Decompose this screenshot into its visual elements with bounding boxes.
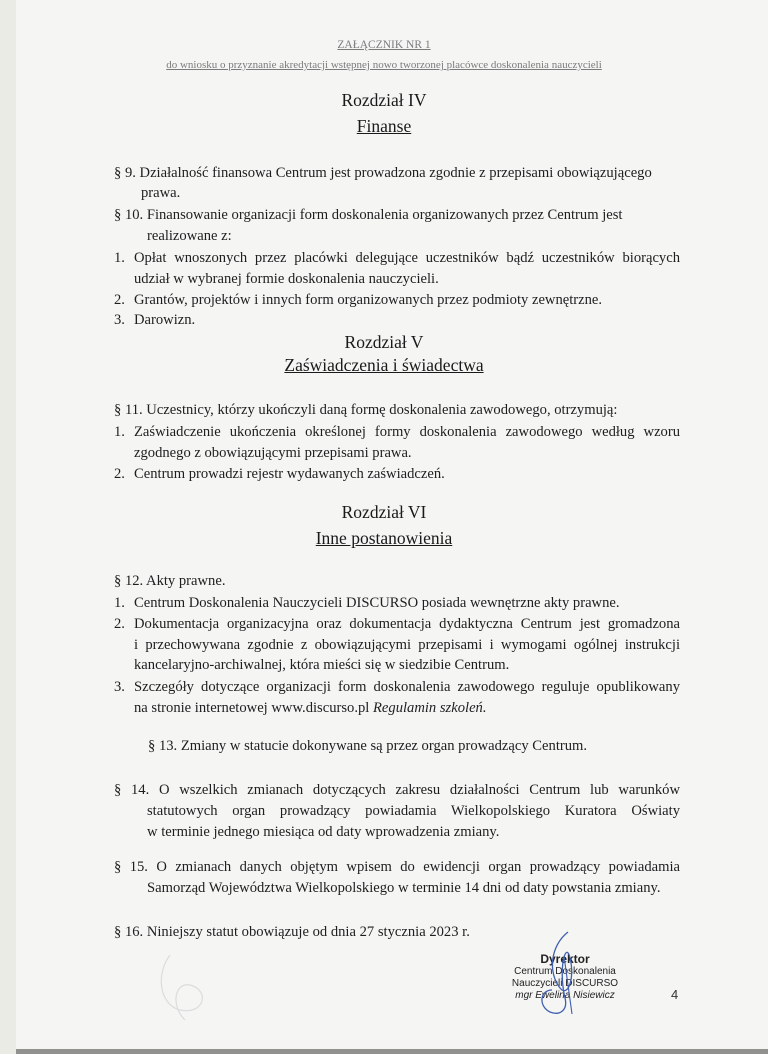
annex-label: ZAŁĄCZNIK NR 1 bbox=[337, 39, 431, 51]
scan-edge-left bbox=[0, 0, 16, 1054]
list-item-line: i przechowywana zgodnie z obowiązującymi przepisami i wymogami ogólnej instrukcji bbox=[134, 637, 680, 653]
chapter-6-title: Inne postanowienia bbox=[315, 528, 453, 548]
list-number: 3. bbox=[114, 679, 125, 695]
paragraph-10-line2: realizowane z: bbox=[147, 228, 232, 244]
paragraph-15-line1: § 15. O zmianach danych objętym wpisem do ewidencji organ prowadzący powiadamia bbox=[114, 859, 680, 875]
list-item-line: Darowizn. bbox=[134, 312, 196, 328]
list-item-line: Dokumentacja organizacyjna oraz dokumentacja dydaktyczna Centrum jest gromadzona bbox=[134, 616, 680, 632]
list-item-line: zgodnego z obowiązującymi przepisami prawa. bbox=[134, 445, 412, 461]
list-item-line: Centrum Doskonalenia Nauczycieli DISCURSO posiada wewnętrzne akty prawne. bbox=[134, 595, 620, 611]
regulamin-title: Regulamin szkoleń. bbox=[373, 700, 487, 716]
signature-title: Dyrektor bbox=[540, 952, 590, 966]
list-item-line: Centrum prowadzi rejestr wydawanych zaświadczeń. bbox=[134, 466, 445, 482]
paragraph-10-line1: § 10. Finansowanie organizacji form doskonalenia organizowanych przez Centrum jest bbox=[114, 207, 623, 223]
paragraph-14-line1: § 14. O wszelkich zmianach dotyczących zakresu działalności Centrum lub warunków bbox=[114, 782, 680, 798]
list-item-line: kancelaryjno-archiwalnej, która mieści się w siedzibie Centrum. bbox=[134, 657, 510, 673]
list-number: 1. bbox=[114, 424, 125, 440]
chapter-4-heading: Rozdział IV bbox=[341, 90, 427, 110]
chapter-4-title: Finanse bbox=[356, 116, 412, 136]
list-number: 2. bbox=[114, 292, 125, 308]
paragraph-13: § 13. Zmiany w statucie dokonywane są przez organ prowadzący Centrum. bbox=[148, 738, 588, 754]
signature-line: Nauczycieli DISCURSO bbox=[511, 978, 619, 989]
chapter-5-heading: Rozdział V bbox=[344, 332, 424, 352]
list-number: 1. bbox=[114, 595, 125, 611]
chapter-5-title: Zaświadczenia i świadectwa bbox=[284, 355, 484, 375]
list-item-line: Opłat wnoszonych przez placówki delegujące uczestników bądź uczestników biorących bbox=[134, 250, 680, 266]
list-number: 3. bbox=[114, 312, 125, 328]
list-item-line: udział w wybranej formie doskonalenia nauczycieli. bbox=[134, 271, 439, 287]
chapter-6-heading: Rozdział VI bbox=[341, 502, 427, 522]
handwritten-signature-icon bbox=[530, 928, 600, 1018]
paragraph-12: § 12. Akty prawne. bbox=[114, 573, 226, 589]
page-number: 4 bbox=[671, 987, 679, 1002]
paragraph-9-line1: § 9. Działalność finansowa Centrum jest prowadzona zgodnie z przepisami obowiązującego bbox=[114, 165, 652, 181]
list-number: 2. bbox=[114, 616, 125, 632]
paragraph-14-line3: w terminie jednego miesiąca od daty wprowadzenia zmiany. bbox=[147, 824, 500, 840]
paragraph-9-line2: prawa. bbox=[141, 185, 181, 201]
paragraph-14-line2: statutowych organ prowadzący powiadamia Wielkopolskiego Kuratora Oświaty bbox=[147, 803, 680, 819]
bleed-through-mark bbox=[150, 950, 220, 1025]
signature-name: mgr Ewelina Nisiewicz bbox=[515, 990, 615, 1001]
annex-subtitle: do wniosku o przyznanie akredytacji wstępnej nowo tworzonej placówce doskonalenia nauczycieli bbox=[166, 59, 602, 71]
paragraph-16: § 16. Niniejszy statut obowiązuje od dnia 27 stycznia 2023 r. bbox=[114, 924, 470, 940]
list-number: 2. bbox=[114, 466, 125, 482]
paragraph-11: § 11. Uczestnicy, którzy ukończyli daną formę doskonalenia zawodowego, otrzymują: bbox=[114, 402, 618, 418]
list-item-line: Zaświadczenie ukończenia określonej formy doskonalenia zawodowego według wzoru bbox=[134, 424, 680, 440]
list-item-line: Grantów, projektów i innych form organizowanych przez podmioty zewnętrzne. bbox=[134, 292, 603, 308]
list-item-line: na stronie internetowej www.discurso.pl bbox=[134, 700, 373, 716]
list-item-line: Szczegóły dotyczące organizacji form doskonalenia zawodowego reguluje opublikowany bbox=[134, 679, 680, 695]
signature-line: Centrum Doskonalenia bbox=[514, 966, 616, 977]
paragraph-15-line2: Samorząd Województwa Wielkopolskiego w terminie 14 dni od daty powstania zmiany. bbox=[147, 880, 661, 896]
scan-edge-bottom bbox=[16, 1049, 768, 1054]
list-number: 1. bbox=[114, 250, 125, 266]
